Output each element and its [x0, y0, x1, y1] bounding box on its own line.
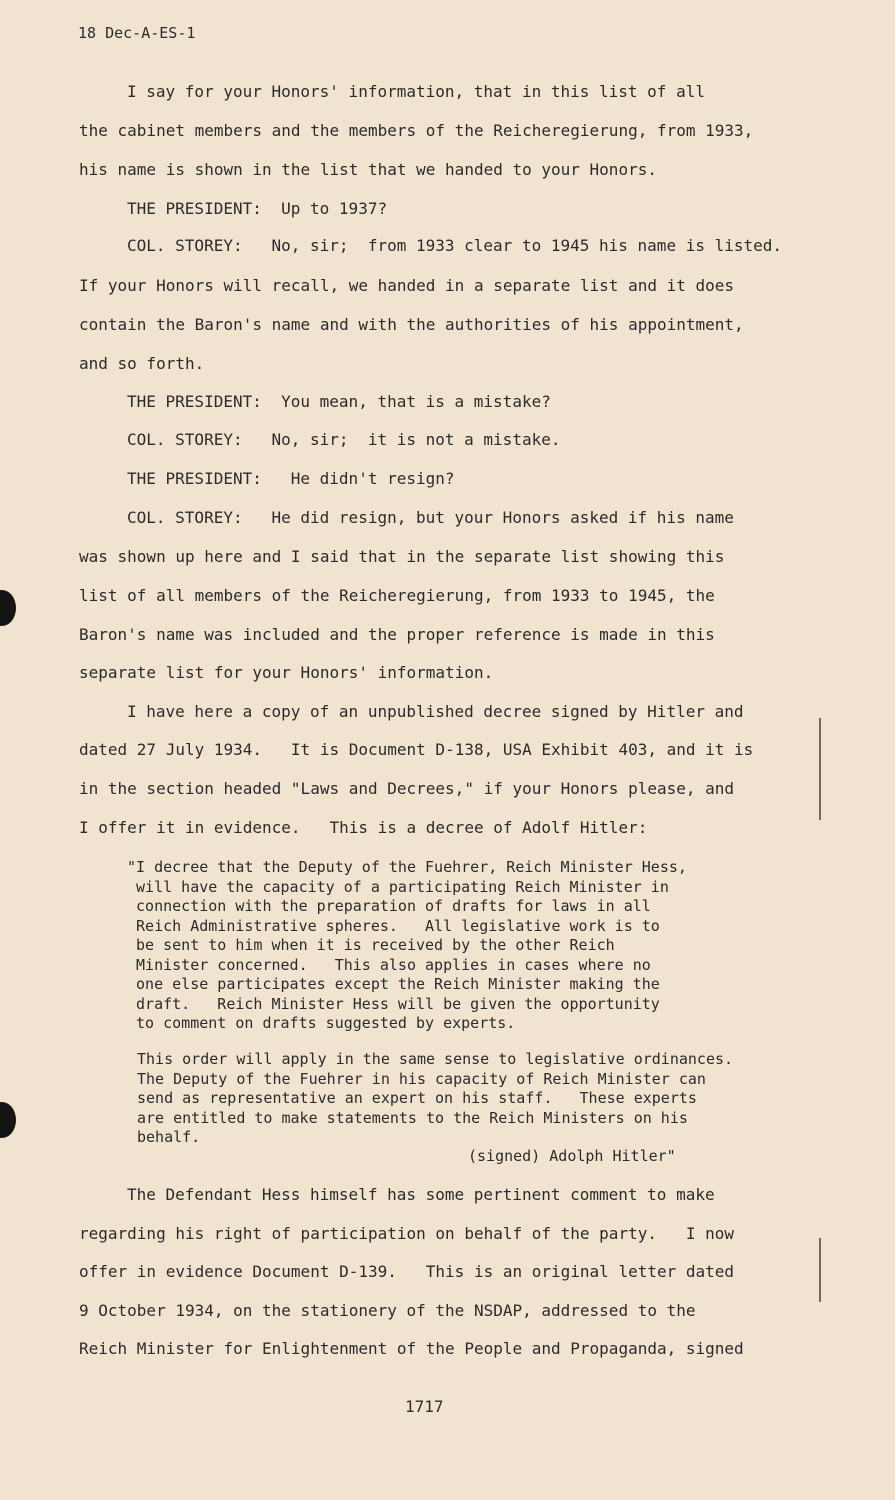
body-line: separate list for your Honors' information.: [79, 663, 494, 682]
body-line: Baron's name was included and the proper reference is made in this: [79, 625, 715, 644]
body-line: the cabinet members and the members of the Reicheregierung, from 1933,: [79, 121, 754, 140]
body-line: contain the Baron's name and with the authorities of his appointment,: [79, 315, 744, 334]
body-line: 9 October 1934, on the stationery of the NSDAP, addressed to the: [79, 1301, 696, 1320]
body-line: COL. STOREY: No, sir; from 1933 clear to 1945 his name is listed.: [127, 236, 783, 255]
body-line: If your Honors will recall, we handed in a separate list and it does: [79, 276, 735, 295]
body-line: list of all members of the Reicheregierung, from 1933 to 1945, the: [79, 586, 715, 605]
body-line: THE PRESIDENT: He didn't resign?: [127, 469, 455, 488]
body-line: offer in evidence Document D-139. This is an original letter dated: [79, 1262, 735, 1281]
body-line: and so forth.: [79, 354, 205, 373]
decree-quote-paragraph: "I decree that the Deputy of the Fuehrer, Reich Minister Hess, will have the capacity of a participating Reich Minister in connection with the preparation of drafts for laws in all Reich Administrative spheres. All legislative work is to be sent to him when it is received by the other Reich Minister concerned. This also applies in cases where no one else participates except the Reich Minister making the draft. Reich Minister Hess will be given the opportunity to comment on drafts suggested by experts.: [127, 858, 687, 1032]
decree-signature: (signed) Adolph Hitler": [468, 1147, 676, 1165]
body-line: THE PRESIDENT: You mean, that is a mistake?: [127, 392, 551, 411]
punch-hole: [0, 590, 16, 626]
body-line: dated 27 July 1934. It is Document D-138, USA Exhibit 403, and it is: [79, 740, 754, 759]
margin-mark: [819, 718, 821, 820]
body-line: in the section headed "Laws and Decrees," if your Honors please, and: [79, 779, 735, 798]
body-line: his name is shown in the list that we handed to your Honors.: [79, 160, 657, 179]
body-line: Reich Minister for Enlightenment of the People and Propaganda, signed: [79, 1339, 744, 1358]
body-line: regarding his right of participation on behalf of the party. I now: [79, 1224, 735, 1243]
decree-quote-paragraph: This order will apply in the same sense to legislative ordinances. The Deputy of the Fuehrer in his capacity of Reich Minister can send as representative an expert on his staff. These experts are entitled to make statements to the Reich Ministers on his behalf.: [137, 1050, 734, 1146]
body-line: I have here a copy of an unpublished decree signed by Hitler and: [127, 702, 744, 721]
body-line: was shown up here and I said that in the separate list showing this: [79, 547, 725, 566]
body-line: COL. STOREY: No, sir; it is not a mistake.: [127, 430, 561, 449]
body-line: The Defendant Hess himself has some pertinent comment to make: [127, 1185, 715, 1204]
punch-hole: [0, 1102, 16, 1138]
margin-mark: [819, 1238, 821, 1302]
body-line: THE PRESIDENT: Up to 1937?: [127, 199, 388, 218]
body-line: I say for your Honors' information, that in this list of all: [127, 82, 705, 101]
page-number: 1717: [405, 1397, 444, 1416]
page-header: 18 Dec-A-ES-1: [78, 24, 196, 42]
body-line: I offer it in evidence. This is a decree of Adolf Hitler:: [79, 818, 648, 837]
body-line: COL. STOREY: He did resign, but your Honors asked if his name: [127, 508, 734, 527]
